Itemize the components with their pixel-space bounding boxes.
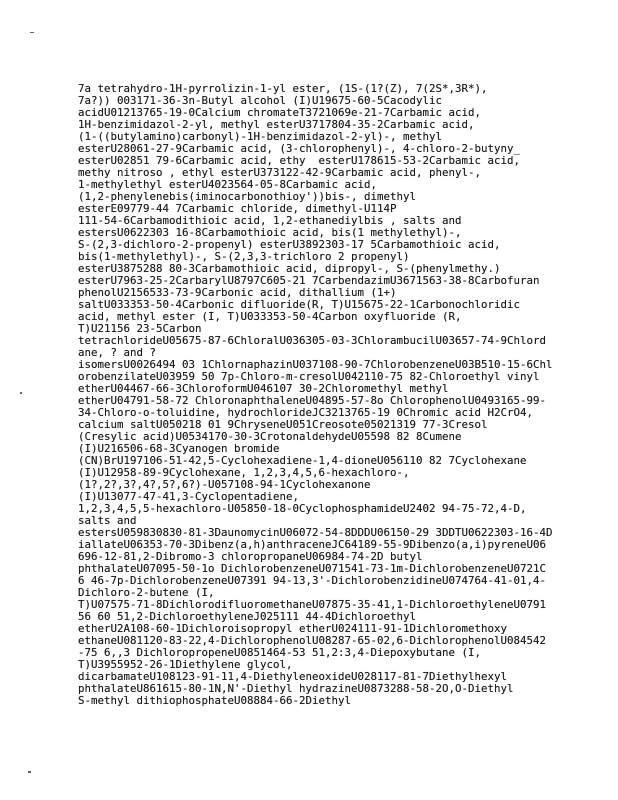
text-line: etherU04791-58-72 ChloronaphthaleneU04895-57-8o ChlorophenolU0493165-99- bbox=[78, 394, 547, 407]
text-line: etherU2A108-60-1Dichloroisopropyl etherU024111-91-1Dichloromethoxy bbox=[78, 622, 508, 635]
text-line: bis(1-methylethyl)-, S-(2,3,3-trichloro 2 propenyl) bbox=[78, 250, 410, 263]
text-line: T)U07575-71-8DichlorodifluoromethaneU07875-35-41,1-DichloroethyleneU0791 bbox=[78, 598, 547, 611]
scan-speck bbox=[20, 392, 22, 394]
text-line: phthalateU861615-80-1N,N'-Diethyl hydrazineU0873288-58-2O,O-Diethyl bbox=[78, 682, 514, 695]
text-line: phthalateU07095-50-1o DichlorobenzeneU071541-73-1m-DichlorobenzeneU0721C bbox=[78, 562, 547, 575]
text-line: S-methyl dithiophosphateU08884-66-2Diethyl bbox=[78, 694, 352, 707]
scan-speck bbox=[30, 32, 34, 33]
text-line: 1,2,3,4,5,5-hexachloro-U05850-18-0CyclophosphamideU2402 94-75-72,4-D, bbox=[78, 502, 527, 515]
text-line: T)U21156 23-5Carbon bbox=[78, 322, 202, 335]
text-line: orobenzilateU03959 50 7p-Chloro-m-cresolU042110-75 82-Chloroethyl vinyl bbox=[78, 370, 540, 383]
text-line: saltU033353-50-4Carbonic difluoride(R, T)U15675-22-1Carbonochloridic bbox=[78, 298, 521, 311]
text-line: methy nitroso , ethyl esterU373122-42-9Carbamic acid, phenyl-, bbox=[78, 166, 482, 179]
text-line: 7a tetrahydro-1H-pyrrolizin-1-yl ester, (1S-(1?(Z), 7(2S*,3R*), bbox=[78, 82, 488, 95]
text-line: iallateU06353-70-3Dibenz(a,h)anthraceneJC64189-55-9Dibenzo(a,i)pyreneU06 bbox=[78, 538, 547, 551]
text-line: acidU01213765-19-0Calcium chromateT3721069e-21-7Carbamic acid, bbox=[78, 106, 482, 119]
text-line: esterU7963-25-2CarbarylU8797C605-21 7CarbendazimU3671563-38-8Carbofuran bbox=[78, 274, 540, 287]
text-line: S-(2,3-dichloro-2-propenyl) esterU3892303-17 5Carbamothioic acid, bbox=[78, 238, 501, 251]
text-line: 56 60 51,2-DichloroethyleneJ025111 44-4Dichloroethyl bbox=[78, 610, 417, 623]
text-line: esterU3875288 80-3Carbamothioic acid, dipropyl-, S-(phenylmethy.) bbox=[78, 262, 501, 275]
text-line: (I)U13077-47-41,3-Cyclopentadiene, bbox=[78, 490, 300, 503]
text-line: 1H-benzimidazol-2-yl, methyl esterU3717804-35-2Carbamic acid, bbox=[78, 118, 475, 131]
text-line: (1-((butylamino)carbonyl)-1H-benzimidazol-2-yl)-, methyl bbox=[78, 130, 443, 143]
text-line: (Cresylic acid)U0534170-30-3CrotonaldehydeU05598 82 8Cumene bbox=[78, 430, 462, 443]
text-line: (CN)BrU197106-51-42,5-Cyclohexadiene-1,4-dioneU056110 82 7Cyclohexane bbox=[78, 454, 527, 467]
text-line: 7a?)) 003171-36-3n-Butyl alcohol (I)U19675-60-5Cacodylic bbox=[78, 94, 443, 107]
chemical-list-text bbox=[78, 83, 578, 707]
text-line: 111-54-6Carbamodithioic acid, 1,2-ethanediylbis , salts and bbox=[78, 214, 462, 227]
text-line: (1?,2?,3?,4?,5?,6?)-U057108-94-1Cyclohexanone bbox=[78, 478, 371, 491]
text-line: 696-12-81,2-Dibromo-3 chloropropaneU06984-74-2D butyl bbox=[78, 550, 423, 563]
text-line: acid, methyl ester (I, T)U033353-50-4Carbon oxyfluoride (R, bbox=[78, 310, 462, 323]
text-line: estersU059830830-81-3DaunomycinU06072-54-8DDDU06150-29 3DDTU0622303-16-4D bbox=[78, 526, 553, 539]
text-line: phenolU2156533-73-9Carbonic acid, dithallium (1+) bbox=[78, 286, 397, 299]
text-line: estersU0622303 16-8Carbamothioic acid, bis(1 methylethyl)-, bbox=[78, 226, 462, 239]
text-line: 34-Chloro-o-toluidine, hydrochlorideJC3213765-19 0Chromic acid H2CrO4, bbox=[78, 406, 534, 419]
text-line: (1,2-phenylenebis(iminocarbonothioy'))bis-, dimethyl bbox=[78, 190, 417, 203]
text-line: tetrachlorideU05675-87-6ChloralU036305-03-3ChlorambucilU03657-74-9Chlord bbox=[78, 334, 547, 347]
text-line: Dichloro-2-butene (I, bbox=[78, 586, 215, 599]
text-line: salts and bbox=[78, 514, 137, 527]
text-line: dicarbamateU108123-91-11,4-DiethyleneoxideU028117-81-7Diethylhexyl bbox=[78, 670, 508, 683]
scan-speck bbox=[28, 771, 31, 773]
text-line: ethaneU081120-83-22,4-DichlorophenolU08287-65-02,6-DichlorophenolU084542 bbox=[78, 634, 547, 647]
text-line: ane, ? and ? bbox=[78, 346, 157, 359]
text-line: esterE09779-44 7Carbamic chloride, dimethyl-U114P bbox=[78, 202, 397, 215]
text-line: (I)U216506-68-3Cyanogen bromide bbox=[78, 442, 280, 455]
text-line: -75 6,,3 DichloropropeneU0851464-53 51,2:3,4-Diepoxybutane (I, bbox=[78, 646, 482, 659]
text-line: isomersU0026494 03 1ChlornaphazinU037108-90-7ChlorobenzeneU03B510-15-6Chl bbox=[78, 358, 553, 371]
text-line: 1-methylethyl esterU4023564-05-8Carbamic acid, bbox=[78, 178, 378, 191]
text-line: esterU28061-27-9Carbamic acid, (3-chlorophenyl)-, 4-chloro-2-butyny_ bbox=[78, 142, 521, 155]
text-line: calcium saltU050218 01 9ChryseneU051Creosote05021319 77-3Cresol bbox=[78, 418, 488, 431]
text-line: esterU02851 79-6Carbamic acid, ethy esterU178615-53-2Carbamic acid, bbox=[78, 154, 521, 167]
text-line: (I)U12958-89-9Cyclohexane, 1,2,3,4,5,6-hexachloro-, bbox=[78, 466, 410, 479]
text-line: etherU04467-66-3ChloroformU046107 30-2Chloromethyl methyl bbox=[78, 382, 449, 395]
text-line: T)U3955952-26-1Diethylene glycol, bbox=[78, 658, 293, 671]
text-line: 6 46-7p-DichlorobenzeneU07391 94-13,3'-DichlorobenzidineU074764-41-01,4- bbox=[78, 574, 547, 587]
